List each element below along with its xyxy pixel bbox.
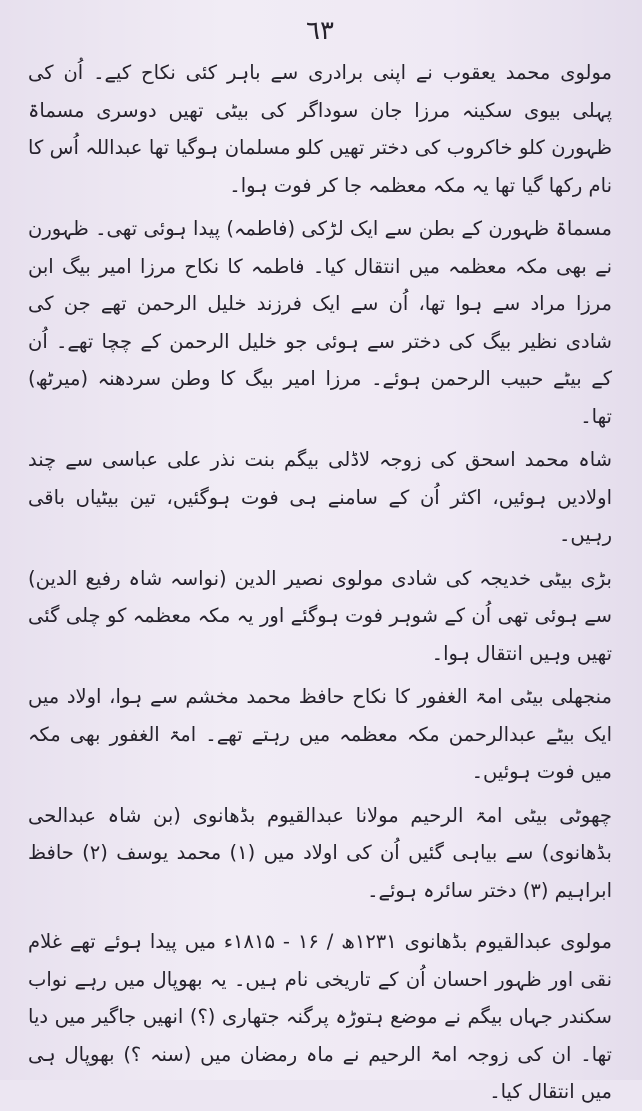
paragraph-abdul-qayyum: مولوی عبدالقیوم بڈھانوی ۱۲۳۱ھ / ۱۶ - ۱۸۱۵ء میں پیدا ہوئے تھے غلام نقی اور ظہور احسان اُن کے تاریخی نام ہیں۔ یہ بھوپال میں رہے نواب سکندر جہاں بیگم نے موضع ہتوڑہ پرگنہ جتھاری (؟) انھیں جاگیر میں دیا تھا۔ ان کی زوجہ امۃ الرحیم نے ماہ رمضان میں (سنہ ؟) بھوپال ہی میں انتقال کیا۔ (28, 930, 612, 1103)
paragraph-amatul-ghafoor: منجھلی بیٹی امۃ الغفور کا نکاح حافظ محمد مخشم سے ہوا، اولاد میں ایک بیٹے عبدالرحمن مکہ معظمہ میں رہتے تھے۔ امۃ الغفور بھی مکہ میں فوت ہوئیں۔ (28, 685, 612, 783)
paragraph-khadija: بڑی بیٹی خدیجہ کی شادی مولوی نصیر الدین (نواسہ شاہ رفیع الدین) سے ہوئی تھی اُن کے شوہر فوت ہوگئے اور یہ مکہ معظمہ کو چلی گئی تھیں وہیں انتقال ہوا۔ (28, 566, 612, 665)
paragraph-fatima: مسماۃ ظہورن کے بطن سے ایک لڑکی (فاطمہ) پیدا ہوئی تھی۔ ظہورن نے بھی مکہ معظمہ میں انتقال کیا۔ فاطمہ کا نکاح مرزا امیر بیگ ابن مرزا مراد سے ہوا تھا، اُن سے ایک فرزند خلیل الرحمن تھے جن کی شادی نظیر بیگ کی دختر سے ہوئی جو خلیل الرحمن کے چچا تھے۔ اُن کے بیٹے حبیب الرحمن ہوئے۔ مرزا امیر بیگ کا وطن سردھنہ (میرٹھ) تھا۔ (28, 217, 612, 428)
paragraph-marriages: مولوی محمد یعقوب نے اپنی برادری سے باہر کئی نکاح کیے۔ اُن کی پہلی بیوی سکینہ مرزا جان سوداگر کی بیٹی تھیں دوسری مسماۃ ظہورن کلو خاکروب کی دختر تھیں کلو مسلمان ہوگیا تھا عبداللہ اُس کا نام رکھا گیا تھا یہ مکہ معظمہ جا کر فوت ہوا۔ (28, 61, 612, 197)
document-body (28, 54, 612, 1111)
paragraph-ladli-begum: شاہ محمد اسحق کی زوجہ لاڈلی بیگم بنت نذر علی عباسی سے چند اولادیں ہوئیں، اکثر اُن کے سامنے ہی فوت ہوگئیں، تین بیٹیاں باقی رہیں۔ (28, 448, 612, 546)
page-number: ٦٣ (306, 16, 334, 46)
paragraph-amatul-rahim: چھوٹی بیٹی امۃ الرحیم مولانا عبدالقیوم بڈھانوی (بن شاہ عبدالحی بڈھانوی) سے بیاہی گئیں اُن کی اولاد میں (۱) محمد یوسف (۲) حافظ ابراہیم (۳) دختر سائرہ ہوئے۔ (28, 803, 612, 902)
